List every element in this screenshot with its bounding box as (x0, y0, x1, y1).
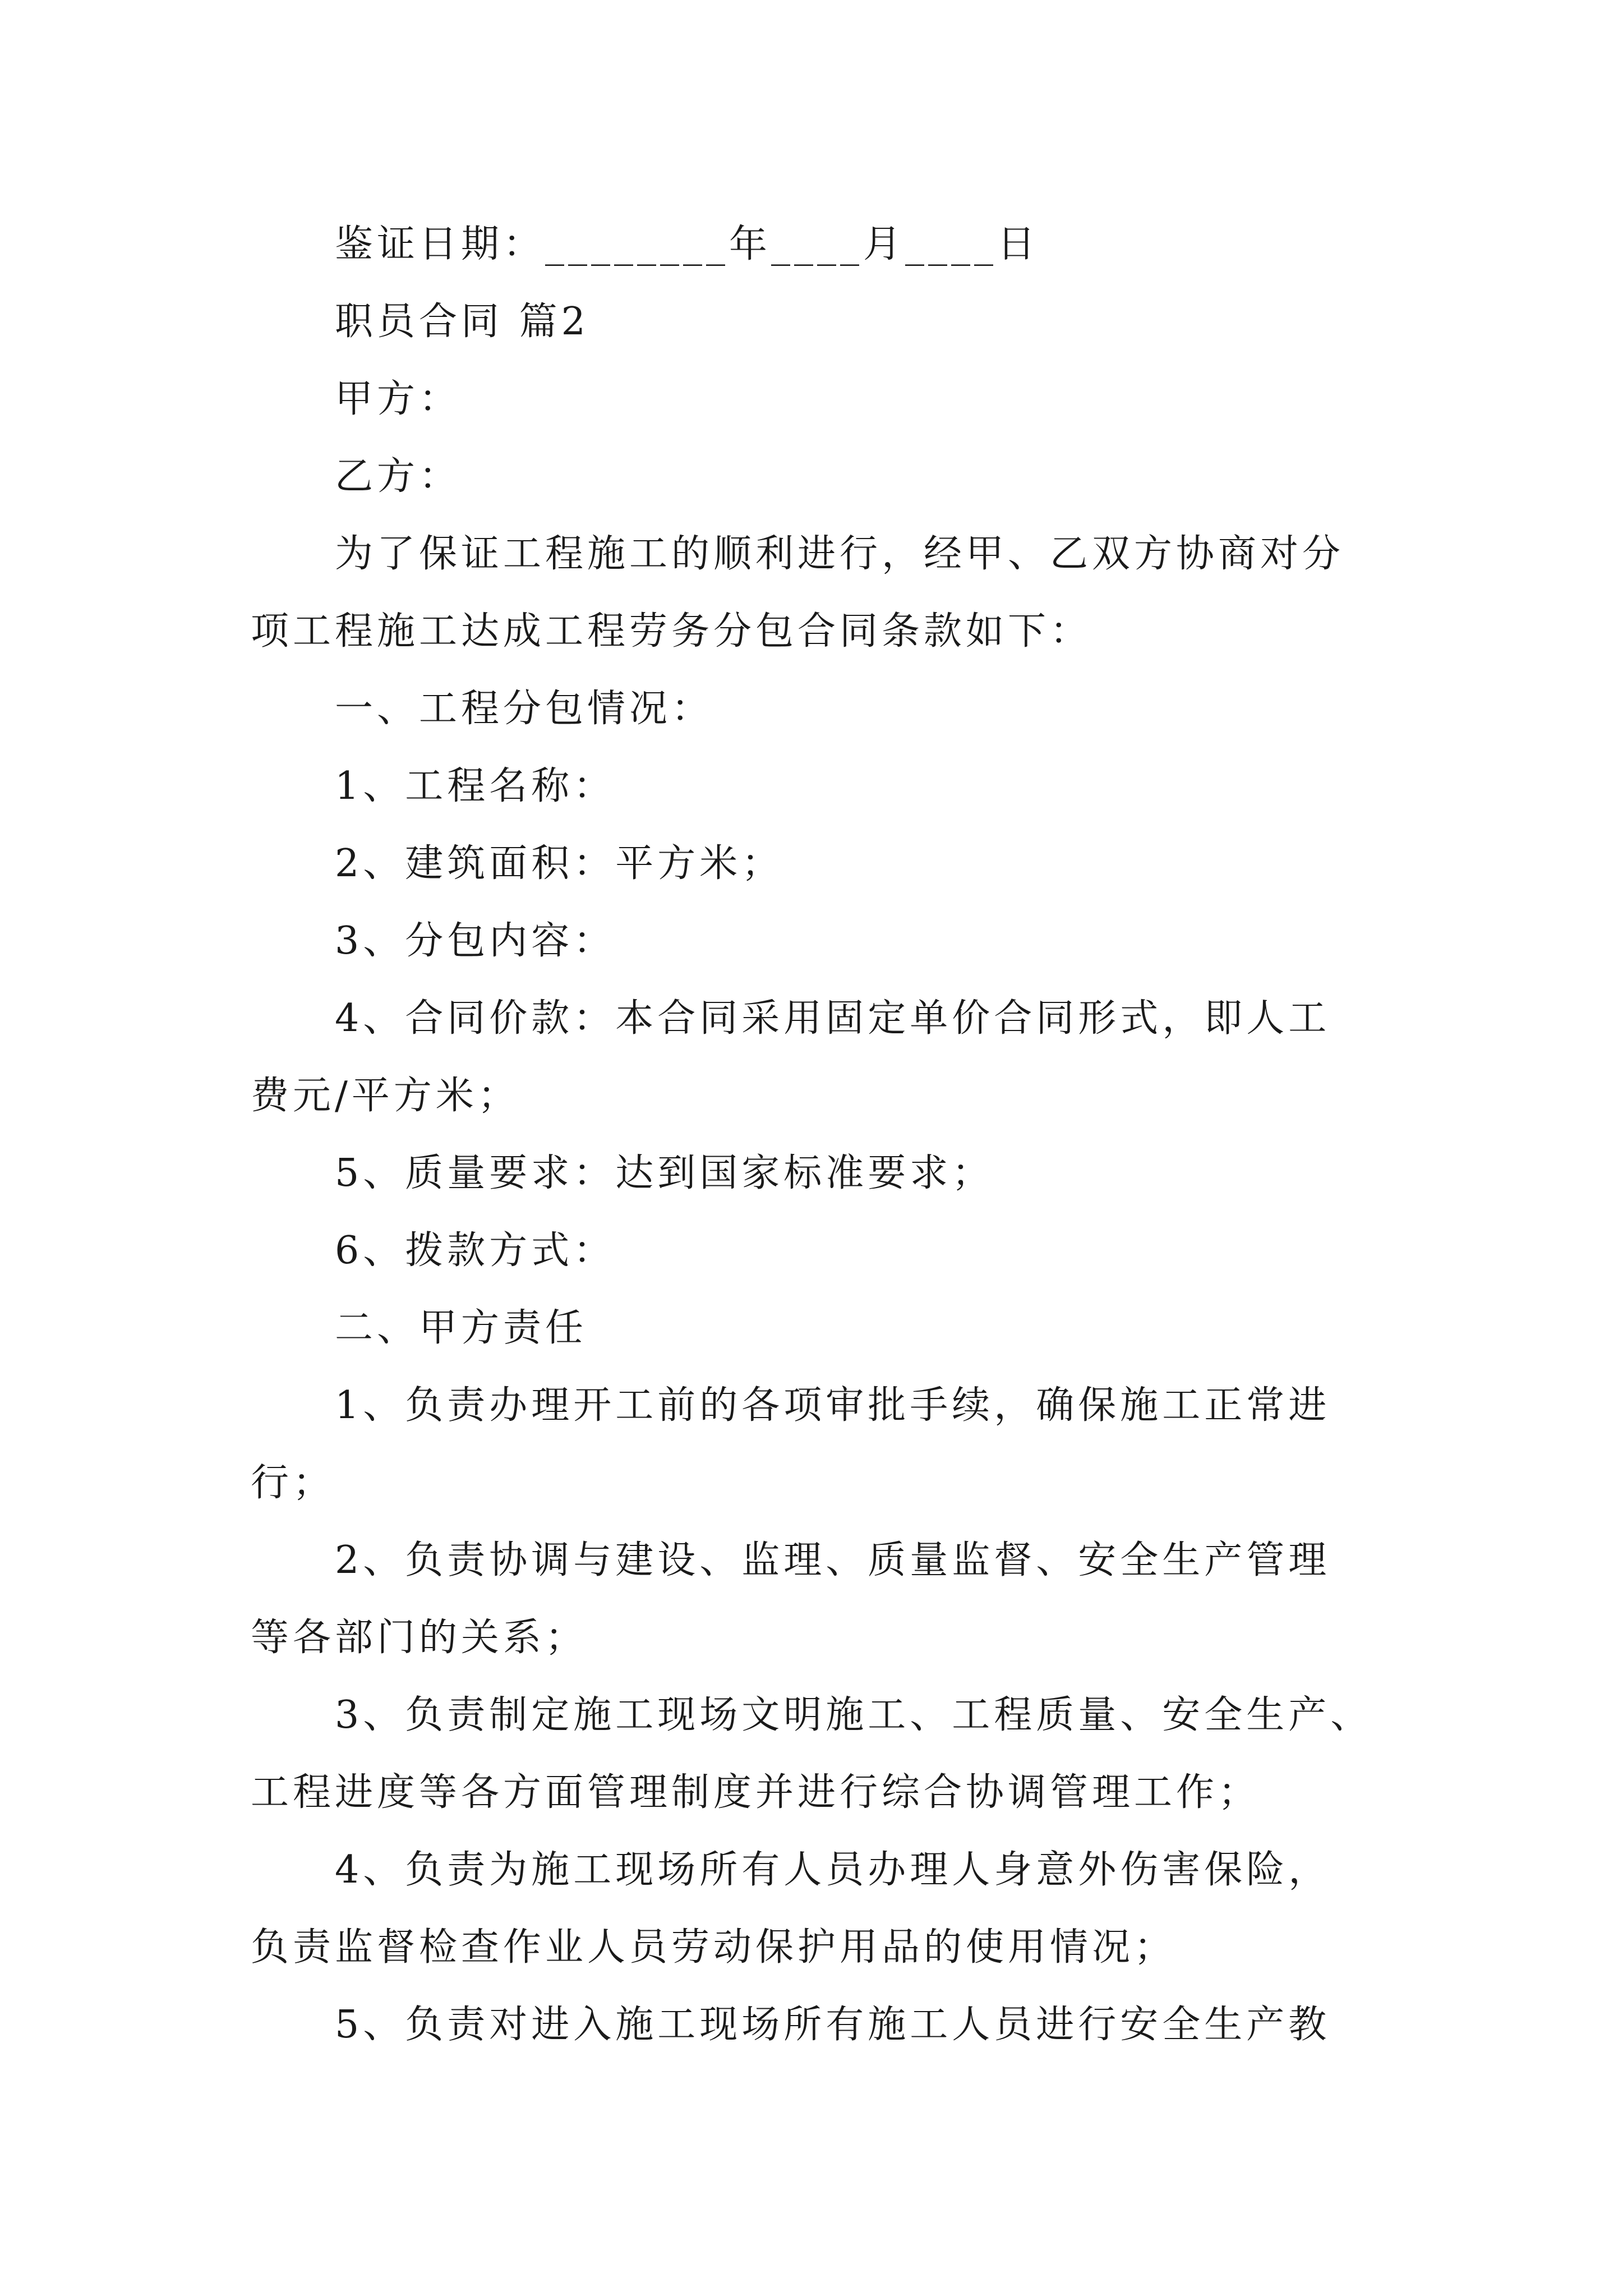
item-quality: 5、质量要求：达到国家标准要求； (335, 1151, 994, 1195)
item-contract-price-1: 4、合同价款：本合同采用固定单价合同形式，即人工 (335, 996, 1331, 1041)
party-b-line: 乙方： (335, 454, 462, 499)
item-contract-price-2: 费元/平方米； (251, 1074, 520, 1118)
section-title: 职员合同 篇2 (335, 300, 589, 344)
item-building-area: 2、建筑面积：平方米； (335, 841, 784, 886)
duty-4-line-2: 负责监督检查作业人员劳动保护用品的使用情况； (251, 1925, 1177, 1970)
preamble-line-2: 项工程施工达成工程劳务分包合同条款如下： (251, 609, 1092, 654)
heading-subcontract: 一、工程分包情况： (335, 687, 714, 731)
duty-3-line-2: 工程进度等各方面管理制度并进行综合协调管理工作； (251, 1770, 1261, 1815)
party-a-line: 甲方： (335, 377, 462, 421)
verification-date-line: 鉴证日期：________年____月____日 (335, 222, 1040, 266)
preamble-line-1: 为了保证工程施工的顺利进行，经甲、乙双方协商对分 (335, 532, 1345, 576)
item-project-name: 1、工程名称： (335, 764, 616, 808)
item-payment: 6、拨款方式： (335, 1228, 616, 1273)
duty-2-line-1: 2、负责协调与建设、监理、质量监督、安全生产管理 (335, 1538, 1331, 1582)
duty-5-line-1: 5、负责对进入施工现场所有施工人员进行安全生产教 (335, 2003, 1331, 2047)
item-subcontract-scope: 3、分包内容： (335, 919, 616, 963)
heading-party-a-duty: 二、甲方责任 (335, 1306, 588, 1350)
duty-1-line-1: 1、负责办理开工前的各项审批手续，确保施工正常进 (335, 1383, 1331, 1428)
duty-3-line-1: 3、负责制定施工现场文明施工、工程质量、安全生产、 (335, 1693, 1373, 1737)
duty-2-line-2: 等各部门的关系； (251, 1616, 588, 1660)
duty-4-line-1: 4、负责为施工现场所有人员办理人身意外伤害保险， (335, 1848, 1331, 1892)
duty-1-line-2: 行； (251, 1461, 335, 1505)
